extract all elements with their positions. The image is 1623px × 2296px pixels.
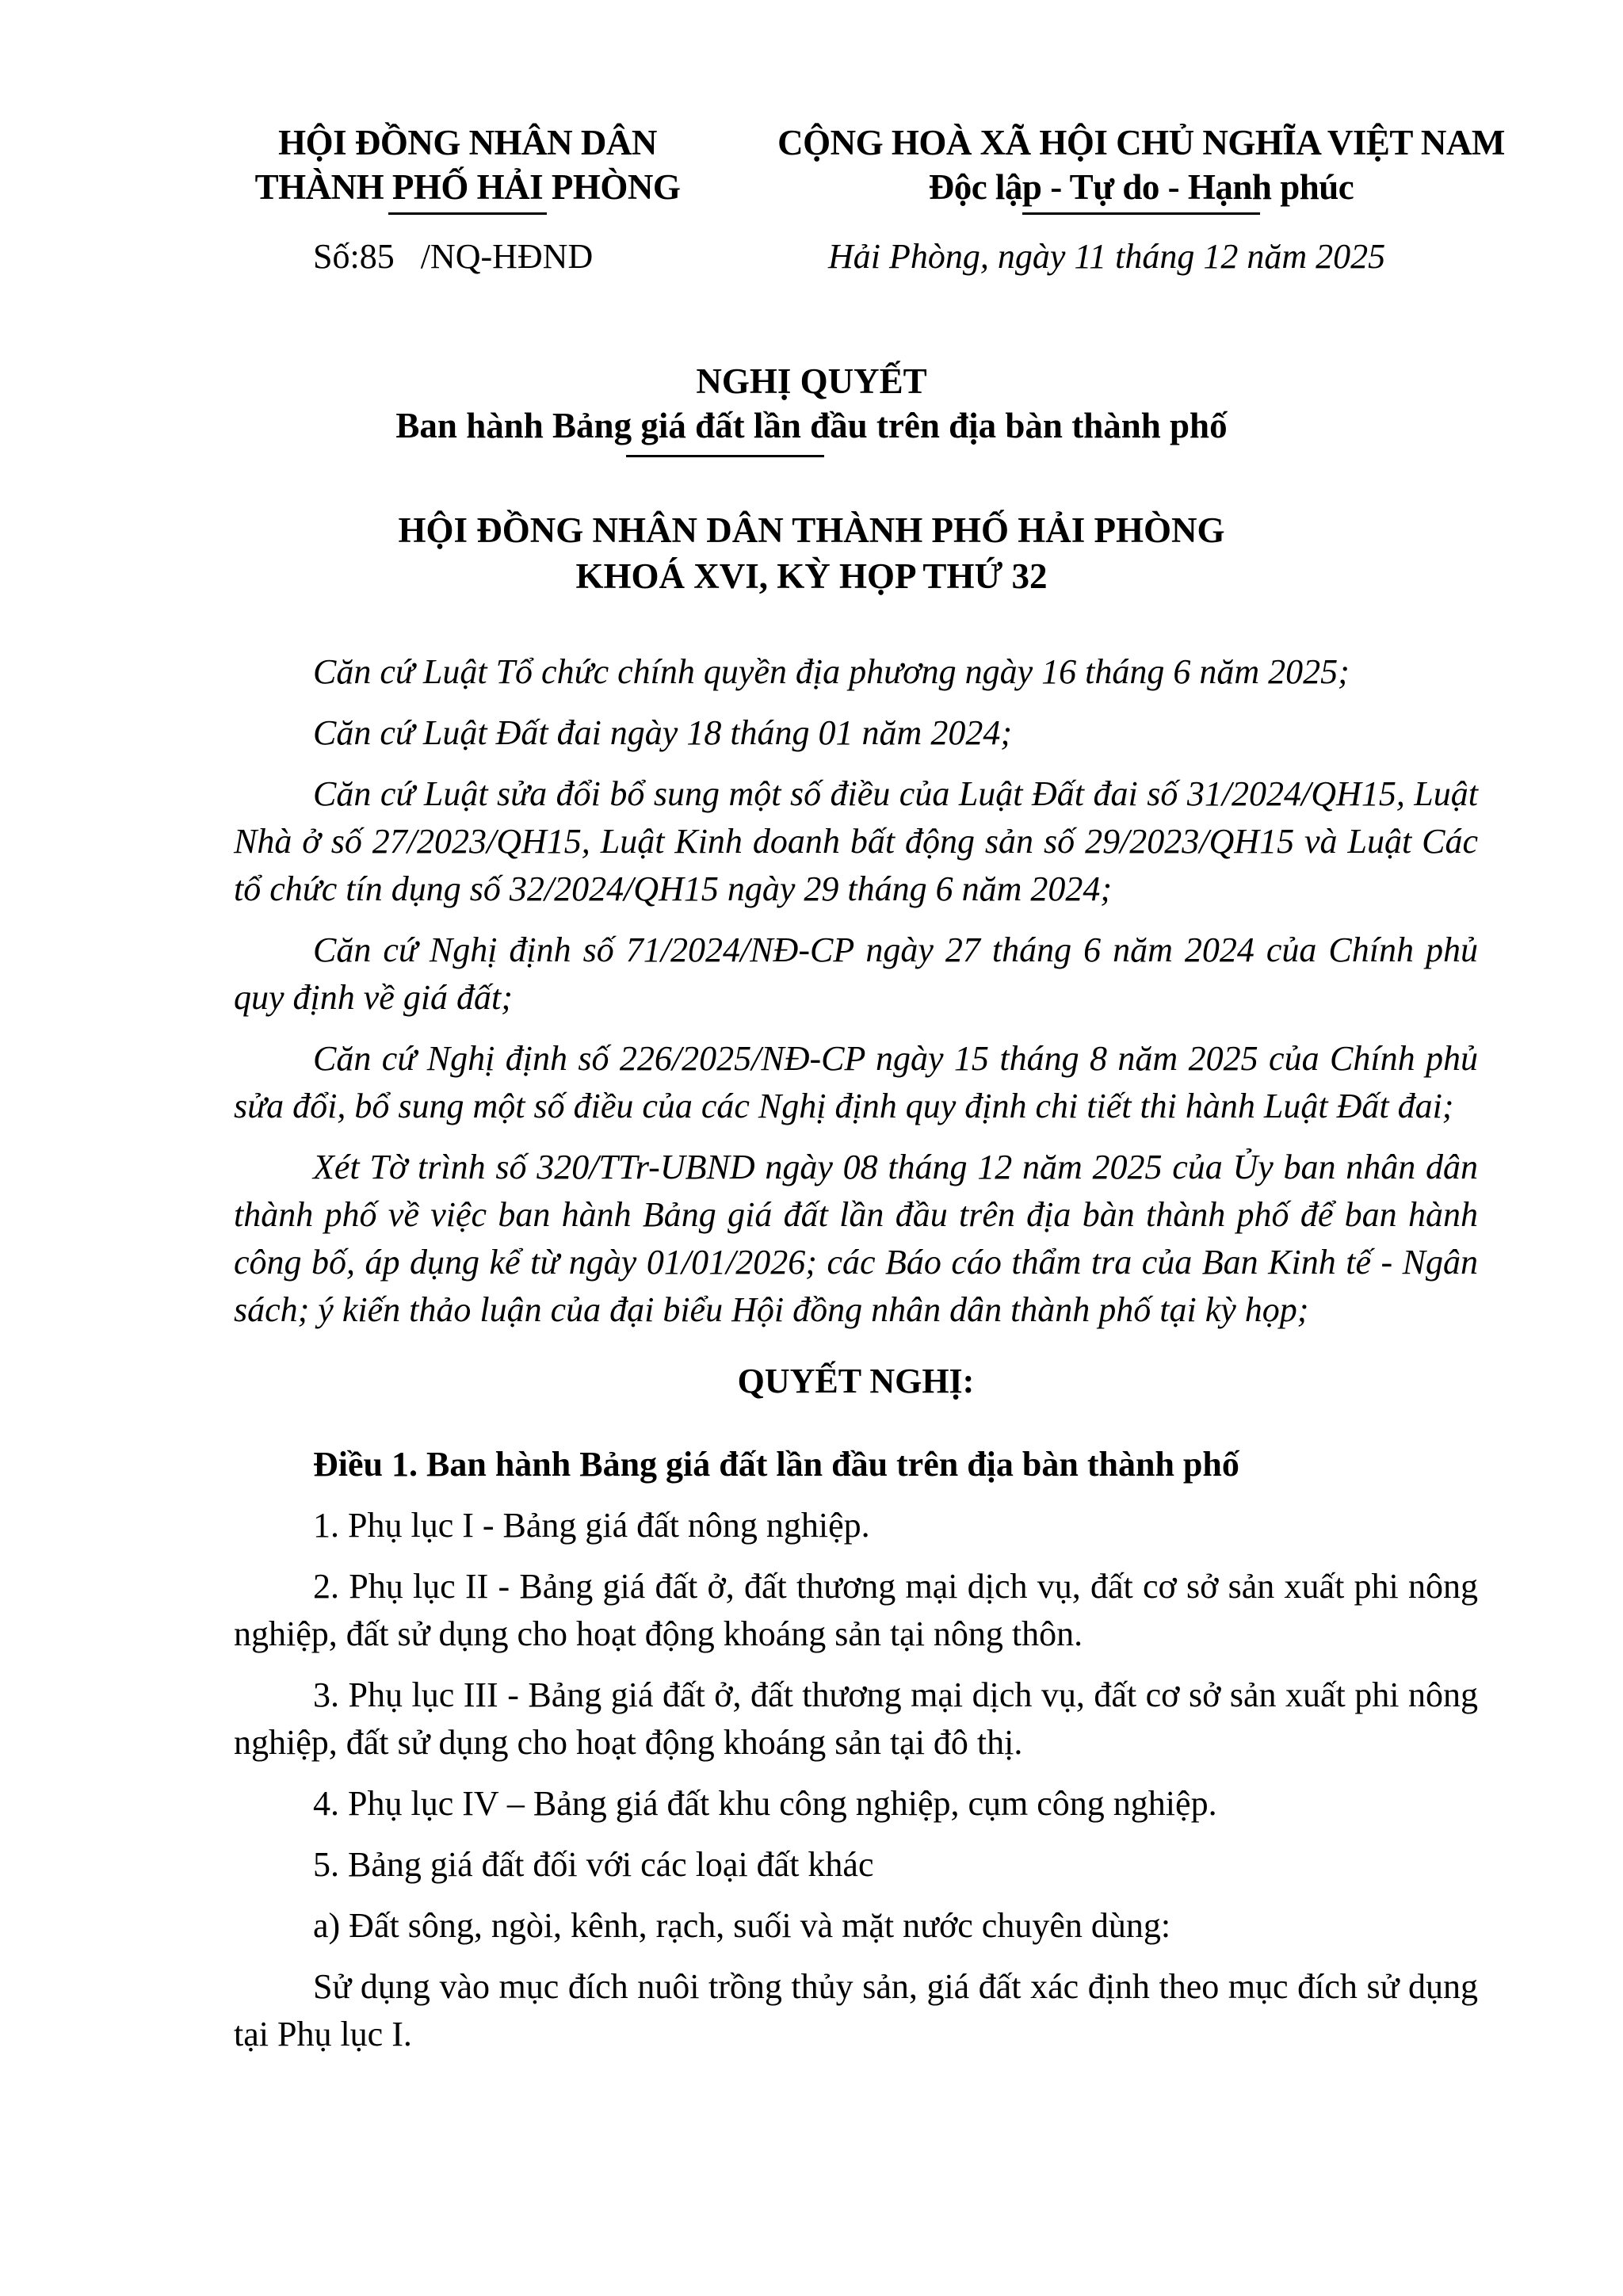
article-title: Điều 1. Ban hành Bảng giá đất lần đầu trên địa bàn thành phố xyxy=(313,1445,1239,1484)
article-item: 3. Phụ lục III - Bảng giá đất ở, đất thương mại dịch vụ, đất cơ sở sản xuất phi nông nghiệp, đất sử dụng cho hoạt động khoáng sản tại đô thị. xyxy=(234,1675,1478,1762)
issuing-authority-block xyxy=(230,120,705,215)
document-subject: Ban hành Bảng giá đất lần đầu trên địa bàn thành phố xyxy=(395,406,1228,445)
preamble-item: Xét Tờ trình số 320/TTr-UBND ngày 08 tháng 12 năm 2025 của Ủy ban nhân dân thành phố về việc ban hành Bảng giá đất lần đầu trên địa bàn thành phố để ban hành công bố, áp dụng kể từ ngày 01/01/2026; các Báo cáo thẩm tra của Ban Kinh tế - Ngân sách; ý kiến thảo luận của đại biểu Hội đồng nhân dân thành phố tại kỳ họp; xyxy=(234,1148,1478,1329)
preamble-item: Căn cứ Luật Đất đai ngày 18 tháng 01 năm 2024; xyxy=(313,713,1012,752)
country-name: CỘNG HOÀ XÃ HỘI CHỦ NGHĨA VIỆT NAM xyxy=(777,123,1505,162)
preamble-item: Căn cứ Luật Tổ chức chính quyền địa phương ngày 16 tháng 6 năm 2025; xyxy=(313,652,1350,691)
council-name: HỘI ĐỒNG NHÂN DÂN THÀNH PHỐ HẢI PHÒNG xyxy=(398,510,1225,550)
session-name: KHOÁ XVI, KỲ HỌP THỨ 32 xyxy=(575,556,1048,596)
article-item: a) Đất sông, ngòi, kênh, rạch, suối và mặt nước chuyên dùng: xyxy=(313,1906,1171,1945)
article-item: 4. Phụ lục IV – Bảng giá đất khu công nghiệp, cụm công nghiệp. xyxy=(313,1784,1217,1823)
motto-underline xyxy=(1022,212,1260,215)
document-date: Hải Phòng, ngày 11 tháng 12 năm 2025 xyxy=(828,237,1386,276)
authority-line-1: HỘI ĐỒNG NHÂN DÂN xyxy=(278,123,657,162)
authority-underline xyxy=(388,212,547,215)
article-item: 2. Phụ lục II - Bảng giá đất ở, đất thương mại dịch vụ, đất cơ sở sản xuất phi nông nghiệp, đất sử dụng cho hoạt động khoáng sản tại nông thôn. xyxy=(234,1567,1478,1653)
preamble-item: Căn cứ Nghị định số 226/2025/NĐ-CP ngày 15 tháng 8 năm 2025 của Chính phủ sửa đổi, bổ sung một số điều của các Nghị định quy định chi tiết thi hành Luật Đất đai; xyxy=(234,1039,1478,1125)
motto: Độc lập - Tự do - Hạnh phúc xyxy=(928,167,1354,207)
article-item: Sử dụng vào mục đích nuôi trồng thủy sản, giá đất xác định theo mục đích sử dụng tại Phụ lục I. xyxy=(234,1967,1478,2053)
document-number: Số:85 /NQ-HĐND xyxy=(313,237,594,276)
preamble-item: Căn cứ Nghị định số 71/2024/NĐ-CP ngày 27 tháng 6 năm 2024 của Chính phủ quy định về giá đất; xyxy=(234,930,1478,1017)
authority-line-2: THÀNH PHỐ HẢI PHÒNG xyxy=(254,167,681,207)
preamble-item: Căn cứ Luật sửa đổi bổ sung một số điều của Luật Đất đai số 31/2024/QH15, Luật Nhà ở số 27/2023/QH15, Luật Kinh doanh bất động sản số 29/2023/QH15 và Luật Các tổ chức tín dụng số 32/2024/QH15 ngày 29 tháng 6 năm 2024; xyxy=(234,774,1478,908)
document-type: NGHỊ QUYẾT xyxy=(696,361,927,401)
article-item: 1. Phụ lục I - Bảng giá đất nông nghiệp. xyxy=(313,1506,870,1545)
national-motto-block xyxy=(749,120,1533,215)
document-body xyxy=(234,648,1478,2072)
subject-underline xyxy=(626,455,824,457)
article-item: 5. Bảng giá đất đối với các loại đất khác xyxy=(313,1845,874,1884)
resolution-heading: QUYẾT NGHỊ: xyxy=(737,1362,975,1400)
